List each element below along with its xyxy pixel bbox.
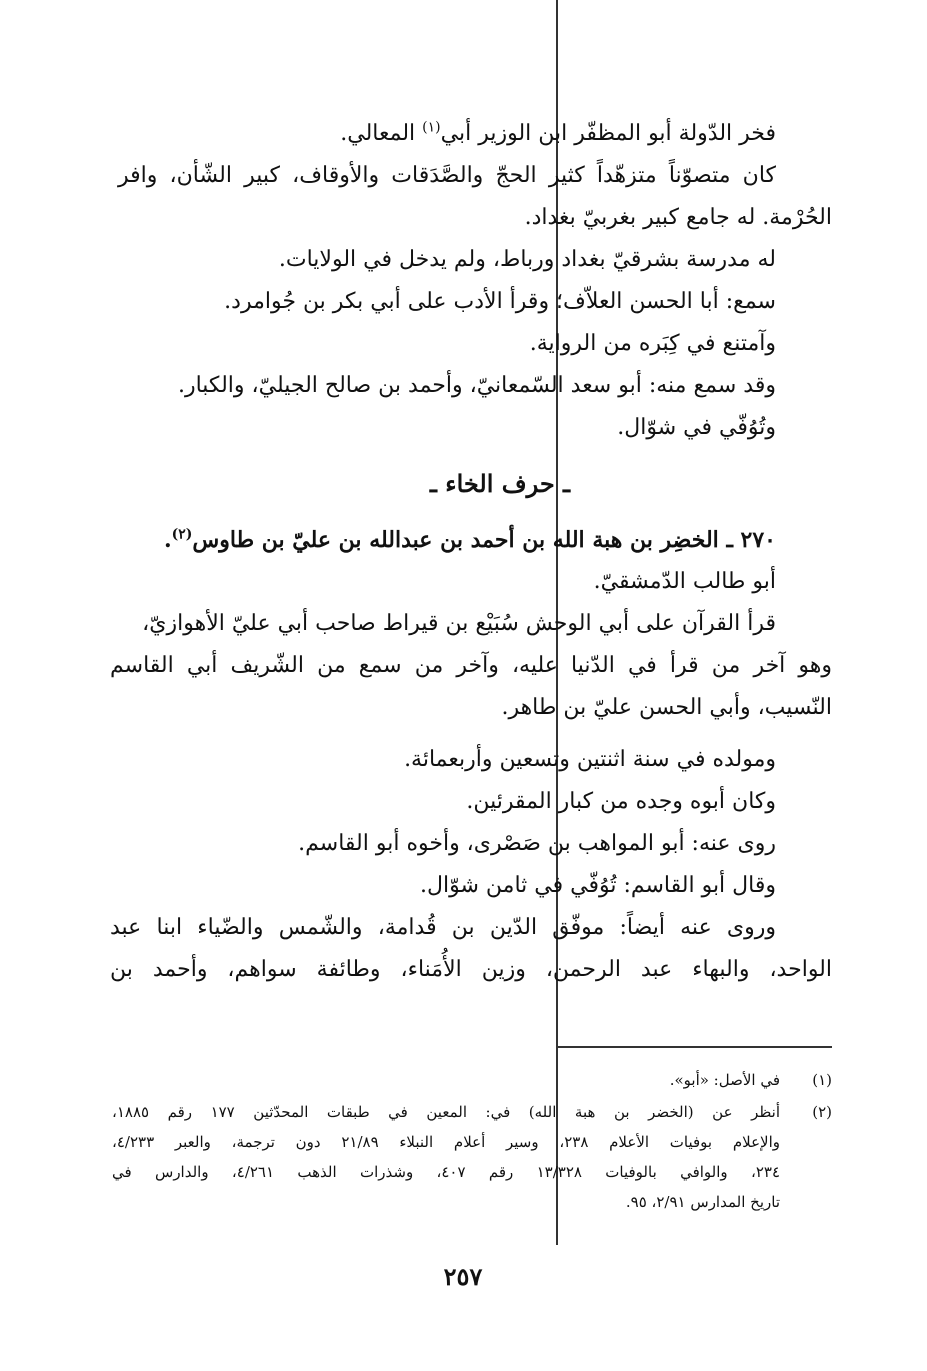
body-line-1 <box>340 114 776 154</box>
footnote-1-number: (١) <box>812 1071 832 1089</box>
entry-line-5: ومولده في سنة اثنتين وتسعين وأربعمائة. <box>404 747 776 772</box>
footnote-2-number: (٢) <box>812 1103 832 1121</box>
body-line-4: له مدرسة بشرقيّ بغداد ورباط، ولم يدخل في الولايات. <box>278 247 776 272</box>
footnote-ref-1: (١) <box>422 119 441 136</box>
entry-title-end: . <box>163 527 172 553</box>
body-line-7: وقد سمع منه: أبو سعد السّمعانيّ، وأحمد بن صالح الجيليّ، والكبار. <box>177 373 776 398</box>
body-line-5: سمع: أبا الحسن العلاّف؛ وقرأ الأدب على أبي بكر بن جُوامرد. <box>224 289 776 314</box>
entry-title-text: ٢٧٠ ـ الخضِر بن هبة الله بن أحمد بن عبدالله بن عليّ بن طاوس <box>192 527 776 553</box>
entry-line-10: الواحد، والبهاء عبد الرحمن، وزين الأُمَناء، وطائفة سواهم، وأحمد بن <box>110 957 832 982</box>
entry-line-2: قرأ القرآن على أبي الوحش سُبَيْع بن قيراط صاحب أبي عليّ الأهوازيّ، <box>142 611 776 636</box>
body-line-1-tail: المعالي. <box>340 121 423 146</box>
body-line-3: الحُرْمة. له جامع كبير بغربيّ بغداد. <box>524 205 832 230</box>
entry-line-8: وقال أبو القاسم: تُوُفّي في ثامن شوّال. <box>420 873 776 898</box>
entry-line-4: النّسيب، وأبي الحسن عليّ بن طاهر. <box>501 695 832 720</box>
footnote-2-line-2: والإعلام بوفيات الأعلام ٢٣٨، وسير أعلام النبلاء ٢١/٨٩ دون ترجمة، والعبر ٤/٢٣٣، <box>112 1133 780 1151</box>
entry-title <box>140 520 776 560</box>
footnote-2-line-3: ٢٣٤، والوافي بالوفيات ١٣/٣٢٨ رقم ٤٠٧، وشذرات الذهب ٤/٢٦١، والدارس في <box>112 1163 780 1181</box>
body-line-6: وآمتنع في كِبَره من الرواية. <box>529 331 776 356</box>
body-line-2: كان متصوّناً متزهّداً كثير الحجّ والصَّدَقات والأوقاف، كبير الشّأن، وافر <box>118 163 776 188</box>
footnote-ref-2: (٢) <box>171 526 193 543</box>
entry-line-1: أبو طالب الدّمشقيّ. <box>593 569 776 594</box>
footnote-2-line-1: أنظر عن (الخضر بن هبة الله) في: المعين في طبقات المحدّثين ١٧٧ رقم ١٨٨٥، <box>112 1103 780 1121</box>
entry-line-3: وهو آخر من قرأ في الدّنيا عليه، وآخر من سمع من الشّريف أبي القاسم <box>110 653 832 678</box>
entry-line-7: روى عنه: أبو المواهب بن صَصْرى، وأخوه أبو القاسم. <box>298 831 776 856</box>
page-number: ٢٥٧ <box>443 1262 483 1291</box>
footnote-1-line-1: في الأصل: «أبو». <box>669 1071 780 1089</box>
entry-line-9: وروى عنه أيضاً: موفّق الدّين بن قُدامة، والشّمس والضّياء ابنا عبد <box>110 915 776 940</box>
entry-line-6: وكان أبوه وجده من كبار المقرئين. <box>466 789 776 814</box>
body-line-8: وتُوُفّي في شوّال. <box>617 415 776 440</box>
section-heading: ـ حرف الخاء ـ <box>429 469 571 498</box>
footnote-2-line-4: تاريخ المدارس ٢/٩١، ٩٥. <box>625 1193 780 1211</box>
body-line-1-text: فخر الدّولة أبو المظفّر ابن الوزير أبي <box>440 121 776 146</box>
footnote-separator <box>556 1046 832 1048</box>
